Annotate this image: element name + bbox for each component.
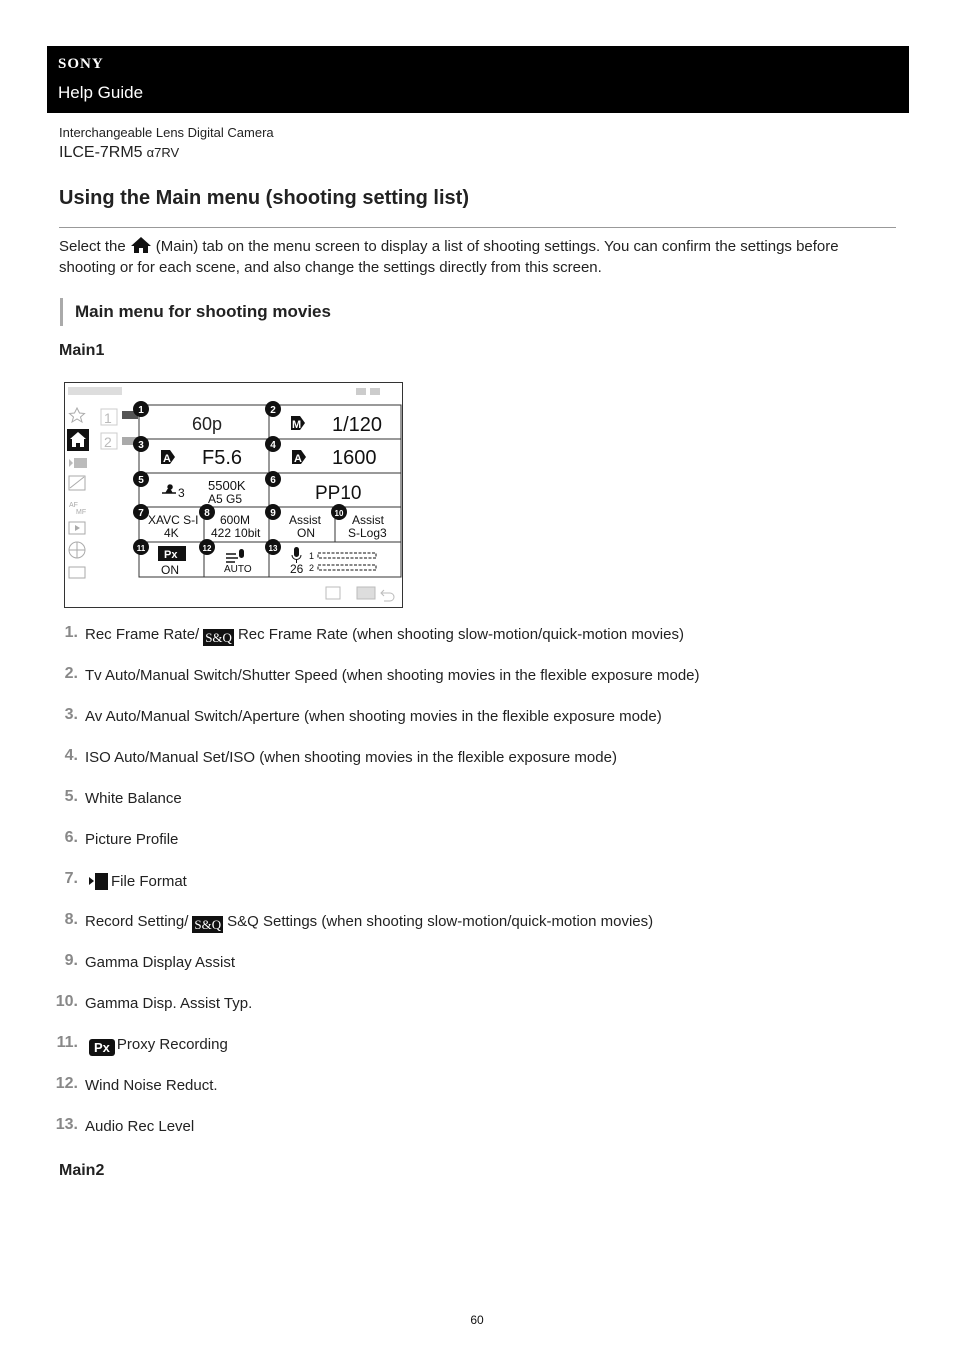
proxy-badge-label: Px [164, 549, 178, 561]
record-setting-value-1: 600M [220, 513, 251, 527]
list-item-text: File Format [111, 873, 187, 890]
list-item [48, 829, 908, 870]
svg-text:AF: AF [69, 502, 78, 509]
list-item [48, 1034, 908, 1075]
list-item-text: White Balance [85, 790, 182, 807]
camera-menu-screen [64, 382, 403, 608]
list-item [48, 665, 908, 706]
list-item-number: 8. [64, 911, 78, 928]
brand-logo: SONY [58, 56, 104, 72]
callout-12: 12 [202, 544, 212, 553]
list-item-text: Wind Noise Reduct. [85, 1077, 218, 1094]
audio-ch1-label: 1 [309, 551, 315, 561]
product-category: Interchangeable Lens Digital Camera [59, 125, 274, 140]
list-item-text: Av Auto/Manual Switch/Aperture (when shooting movies in the flexible exposure mode) [85, 708, 662, 725]
list-item-text: Picture Profile [85, 831, 179, 848]
list-item-number: 5. [64, 788, 78, 805]
list-item-number: 2. [64, 665, 78, 682]
list-item [48, 952, 908, 993]
help-guide-title: Help Guide [58, 83, 144, 102]
page-title: Using the Main menu (shooting setting list) [59, 187, 469, 209]
page-tab-2-label: 2 [104, 434, 112, 450]
proxy-state: ON [161, 563, 179, 577]
page-number: 60 [470, 1313, 484, 1327]
audio-ch2-label: 2 [309, 563, 315, 573]
product-model [59, 144, 179, 162]
callout-9: 9 [270, 508, 276, 519]
list-item-number: 4. [64, 747, 78, 764]
shutter-mode-letter: M [292, 419, 302, 431]
list-item [48, 870, 908, 911]
list-item-number: 7. [64, 870, 78, 887]
gamma-assist-label: Assist [289, 513, 322, 527]
iso-mode-letter: A [294, 453, 302, 465]
screen-title-placeholder [68, 387, 122, 395]
screen-top-indicator [370, 388, 380, 395]
list-item [48, 1075, 908, 1116]
list-item-text: Gamma Display Assist [85, 954, 236, 971]
main2-heading: Main2 [59, 1162, 105, 1179]
wb-shift-value: A5 G5 [208, 492, 243, 506]
screen-top-indicator [356, 388, 366, 395]
intro-paragraph [59, 236, 899, 278]
list-item-text: S&Q Settings (when shooting slow-motion/quick-motion movies) [227, 913, 654, 930]
picture-profile-value: PP10 [315, 483, 362, 504]
list-item-number: 13. [55, 1116, 78, 1133]
callout-1: 1 [138, 405, 144, 416]
main1-heading: Main1 [59, 342, 105, 359]
callout-10: 10 [334, 509, 344, 518]
list-item-number: 9. [64, 952, 78, 969]
gamma-assist-type-value: S-Log3 [348, 526, 387, 540]
record-setting-value-2: 422 10bit [211, 526, 261, 540]
callout-7: 7 [138, 508, 144, 519]
gamma-assist-type-label: Assist [352, 513, 385, 527]
model-sub: α7RV [146, 145, 180, 160]
list-item-number: 3. [64, 706, 78, 723]
list-item-text: Tv Auto/Manual Switch/Shutter Speed (when shooting movies in the flexible exposure mode) [85, 667, 700, 684]
aperture-mode-letter: A [163, 453, 171, 465]
callout-13: 13 [268, 544, 278, 553]
intro-before: Select the [59, 238, 126, 255]
list-item [48, 788, 908, 829]
intro-after: (Main) tab on the menu screen to display a list of shooting settings. You can confirm the settings before shooting or for each scene, and also change the settings directly from this screen. [59, 238, 839, 276]
list-item-text: Proxy Recording [116, 1036, 228, 1053]
iso-value: 1600 [332, 447, 377, 469]
file-format-value-2: 4K [164, 526, 179, 540]
list-item [48, 911, 908, 952]
list-item-number: 1. [64, 624, 78, 641]
wind-noise-state: AUTO [224, 564, 252, 575]
gamma-assist-state: ON [297, 526, 315, 540]
page-tab-1-label: 1 [104, 410, 112, 426]
wind-mic-icon [239, 549, 244, 558]
proxy-icon: Px [89, 1039, 115, 1056]
settings-list [48, 624, 908, 1157]
frame-rate-value: 60p [192, 414, 223, 434]
list-item [48, 706, 908, 747]
callout-3: 3 [138, 440, 144, 451]
hint-icon [357, 587, 375, 599]
list-item [48, 1116, 908, 1157]
movie-file-icon [89, 872, 109, 890]
sq-icon: S&Q [194, 917, 222, 932]
section-heading-text: Main menu for shooting movies [75, 302, 331, 321]
svg-text:MF: MF [76, 509, 87, 516]
home-icon [130, 236, 152, 254]
aperture-value: F5.6 [202, 447, 243, 469]
list-item [48, 624, 908, 665]
list-item-text: ISO Auto/Manual Set/ISO (when shooting movies in the flexible exposure mode) [85, 749, 617, 766]
list-item-prefix: Rec Frame Rate/ [85, 626, 200, 643]
list-item-prefix: Record Setting/ [85, 913, 189, 930]
title-divider [59, 227, 896, 228]
shutter-speed-value: 1/120 [332, 414, 383, 436]
list-item [48, 993, 908, 1034]
file-format-value-1: XAVC S-I [148, 513, 199, 527]
sq-icon: S&Q [205, 630, 232, 645]
wb-kelvin-value: 5500K [208, 478, 246, 493]
list-item-number: 6. [64, 829, 78, 846]
callout-8: 8 [204, 508, 210, 519]
header-bar [47, 46, 909, 113]
callout-6: 6 [270, 475, 276, 486]
callout-5: 5 [138, 475, 144, 486]
list-item-text: Rec Frame Rate (when shooting slow-motion/quick-motion movies) [237, 626, 684, 643]
audio-level-value: 26 [290, 562, 304, 576]
callout-11: 11 [136, 544, 146, 553]
callout-2: 2 [270, 405, 276, 416]
list-item-text: Gamma Disp. Assist Typ. [85, 995, 253, 1012]
list-item-number: 12. [55, 1075, 78, 1092]
wb-icon-number: 3 [178, 486, 185, 500]
model-name: ILCE-7RM5 [59, 144, 143, 161]
list-item [48, 747, 908, 788]
callout-4: 4 [270, 440, 276, 451]
list-item-number: 11. [56, 1034, 78, 1051]
audio-mic-icon [294, 547, 299, 557]
list-item-number: 10. [55, 993, 78, 1010]
section-heading [60, 298, 331, 326]
list-item-text: Audio Rec Level [85, 1118, 195, 1135]
